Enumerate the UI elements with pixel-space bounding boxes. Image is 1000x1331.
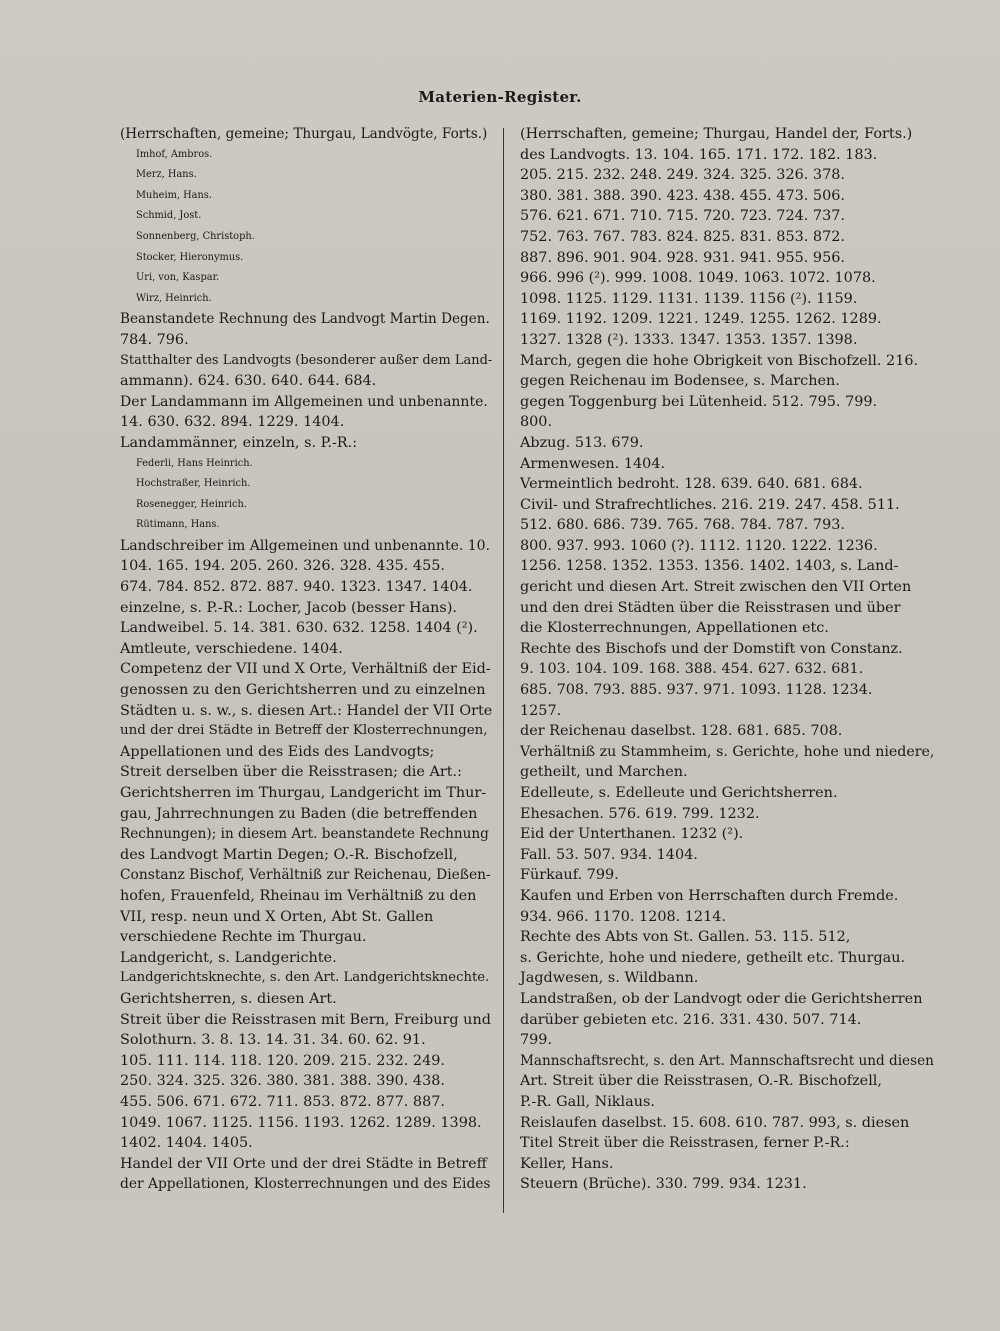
index-line: 1327. 1328 (²). 1333. 1347. 1353. 1357. 1398. [520, 331, 858, 348]
index-line: Verhältniß zu Stammheim, s. Gerichte, hohe und niedere, [520, 743, 935, 760]
index-line: Keller, Hans. [520, 1155, 614, 1172]
index-line: 1169. 1192. 1209. 1221. 1249. 1255. 1262. 1289. [520, 311, 882, 328]
index-line: darüber gebieten etc. 216. 331. 430. 507. 714. [520, 1011, 862, 1028]
index-line: Beanstandete Rechnung des Landvogt Martin Degen. [120, 311, 490, 328]
index-line: 9. 103. 104. 109. 168. 388. 454. 627. 632. 681. [520, 661, 864, 678]
index-line: 512. 680. 686. 739. 765. 768. 784. 787. 793. [520, 517, 845, 534]
page-title: Materien-Register. [418, 88, 582, 106]
index-line: Art. Streit über die Reisstrasen, O.-R. Bischofzell, [520, 1073, 882, 1090]
index-line: 934. 966. 1170. 1208. 1214. [520, 908, 726, 925]
index-line: March, gegen die hohe Obrigkeit von Bischofzell. 216. [520, 352, 919, 369]
index-line: Rosenegger, Heinrich. [136, 498, 247, 510]
index-line: Imhof, Ambros. [136, 148, 213, 160]
index-line: Fürkauf. 799. [520, 867, 619, 884]
index-line: verschiedene Rechte im Thurgau. [120, 929, 367, 946]
index-line: VII, resp. neun und X Orten, Abt St. Gallen [120, 908, 434, 925]
index-line: Landschreiber im Allgemeinen und unbenannte. 10. [120, 537, 491, 554]
index-line: 205. 215. 232. 248. 249. 324. 325. 326. 378. [520, 167, 845, 184]
index-line: Rechnungen); in diesem Art. beanstandete Rechnung [120, 826, 489, 843]
index-line: (Herrschaften, gemeine; Thurgau, Landvögte, Forts.) [120, 126, 488, 142]
index-line: 800. [520, 414, 553, 431]
index-line: Muheim, Hans. [136, 189, 212, 201]
index-line: Städten u. s. w., s. diesen Art.: Handel der VII Orte [120, 702, 493, 719]
index-line: der Appellationen, Klosterrechnungen und des Eides [120, 1176, 491, 1193]
index-line: hofen, Frauenfeld, Rheinau im Verhältniß zu den [120, 887, 477, 904]
index-line: 1256. 1258. 1352. 1353. 1356. 1402. 1403, s. Land- [520, 558, 899, 575]
index-line: Appellationen und des Eids des Landvogts; [120, 743, 435, 760]
index-line: Handel der VII Orte und der drei Städte in Betreff [120, 1155, 487, 1172]
index-line: 1049. 1067. 1125. 1156. 1193. 1262. 1289. 1398. [120, 1114, 482, 1131]
index-line: Competenz der VII und X Orte, Verhältniß der Eid- [120, 661, 491, 678]
index-line: Rütimann, Hans. [136, 519, 220, 531]
index-line: 685. 708. 793. 885. 937. 971. 1093. 1128. 1234. [520, 682, 873, 699]
index-line: ammann). 624. 630. 640. 644. 684. [120, 373, 377, 390]
index-line: Vermeintlich bedroht. 128. 639. 640. 681. 684. [520, 476, 863, 493]
index-line: Abzug. 513. 679. [520, 434, 644, 451]
index-line: 14. 630. 632. 894. 1229. 1404. [120, 414, 345, 431]
index-line: 104. 165. 194. 205. 260. 326. 328. 435. 455. [120, 558, 445, 575]
index-line: Rechte des Bischofs und der Domstift von Constanz. [520, 640, 903, 657]
index-line: Landgerichtsknechte, s. den Art. Landgerichtsknechte. [120, 970, 490, 986]
index-line: Streit derselben über die Reisstrasen; die Art.: [120, 764, 462, 781]
index-line: Mannschaftsrecht, s. den Art. Mannschaftsrecht und diesen [520, 1052, 934, 1069]
index-line: Hochstraßer, Heinrich. [136, 478, 251, 490]
index-line: 455. 506. 671. 672. 711. 853. 872. 877. 887. [120, 1093, 445, 1110]
index-line: Streit über die Reisstrasen mit Bern, Freiburg und [120, 1011, 491, 1028]
index-line: Uri, von, Kaspar. [136, 272, 220, 284]
index-line: 887. 896. 901. 904. 928. 931. 941. 955. 956. [520, 249, 845, 266]
index-line: 800. 937. 993. 1060 (?). 1112. 1120. 1222. 1236. [520, 537, 878, 554]
index-line: Landweibel. 5. 14. 381. 630. 632. 1258. 1404 (²). [120, 620, 478, 637]
index-line: Solothurn. 3. 8. 13. 14. 31. 34. 60. 62. 91. [120, 1032, 426, 1049]
index-line: Ehesachen. 576. 619. 799. 1232. [520, 805, 760, 822]
index-line: Kaufen und Erben von Herrschaften durch Fremde. [520, 887, 899, 904]
index-line: Merz, Hans. [136, 169, 197, 181]
index-line: Stocker, Hieronymus. [136, 251, 244, 263]
index-line: Gerichtsherren im Thurgau, Landgericht im Thur- [120, 785, 487, 801]
left-column [120, 124, 492, 1195]
index-line: gegen Toggenburg bei Lütenheid. 512. 795. 799. [520, 393, 878, 410]
index-line: Landstraßen, ob der Landvogt oder die Gerichtsherren [520, 990, 923, 1007]
index-line: und den drei Städten über die Reisstrasen und über [520, 599, 901, 616]
index-line: Gerichtsherren, s. diesen Art. [120, 990, 337, 1007]
index-line: Landgericht, s. Landgerichte. [120, 949, 337, 966]
index-line: (Herrschaften, gemeine; Thurgau, Handel der, Forts.) [520, 126, 913, 142]
index-line: s. Gerichte, hohe und niedere, getheilt etc. Thurgau. [520, 949, 906, 966]
index-line: 1402. 1404. 1405. [120, 1135, 253, 1152]
index-line: Reislaufen daselbst. 15. 608. 610. 787. 993, s. diesen [520, 1114, 910, 1131]
index-line: 674. 784. 852. 872. 887. 940. 1323. 1347. 1404. [120, 579, 473, 596]
index-line: Constanz Bischof, Verhältniß zur Reichenau, Dießen- [120, 867, 491, 884]
index-line: Der Landammann im Allgemeinen und unbenannte. [120, 393, 488, 410]
index-line: der Reichenau daselbst. 128. 681. 685. 708. [520, 723, 843, 740]
index-line: Civil- und Strafrechtliches. 216. 219. 247. 458. 511. [520, 496, 900, 513]
index-line: genossen zu den Gerichtsherren und zu einzelnen [120, 682, 486, 699]
index-line: 799. [520, 1032, 553, 1049]
index-line: Schmid, Jost. [136, 210, 202, 222]
index-line: 105. 111. 114. 118. 120. 209. 215. 232. 249. [120, 1052, 445, 1069]
index-line: P.-R. Gall, Niklaus. [520, 1093, 655, 1110]
index-line: 576. 621. 671. 710. 715. 720. 723. 724. 737. [520, 208, 845, 225]
index-line: Rechte des Abts von St. Gallen. 53. 115. 512, [520, 929, 851, 946]
index-line: Eid der Unterthanen. 1232 (²). [520, 826, 744, 843]
index-line: getheilt, und Marchen. [520, 764, 688, 781]
index-line: Landammänner, einzeln, s. P.-R.: [120, 434, 358, 451]
index-line: gegen Reichenau im Bodensee, s. Marchen. [520, 373, 840, 390]
index-line: 250. 324. 325. 326. 380. 381. 388. 390. 438. [120, 1073, 445, 1090]
index-line: 1257. [520, 702, 562, 719]
index-line: gericht und diesen Art. Streit zwischen den VII Orten [520, 579, 912, 596]
index-line: Steuern (Brüche). 330. 799. 934. 1231. [520, 1176, 807, 1193]
index-line: des Landvogt Martin Degen; O.-R. Bischofzell, [120, 846, 458, 863]
index-line: Federli, Hans Heinrich. [136, 457, 253, 469]
index-line: 752. 763. 767. 783. 824. 825. 831. 853. 872. [520, 228, 845, 245]
index-line: einzelne, s. P.-R.: Locher, Jacob (besser Hans). [120, 599, 458, 616]
column-divider [503, 128, 504, 1213]
index-line: gau, Jahrrechnungen zu Baden (die betreffenden [120, 805, 478, 822]
index-line: Statthalter des Landvogts (besonderer außer dem Land- [120, 352, 493, 368]
index-line: Fall. 53. 507. 934. 1404. [520, 846, 698, 863]
index-line: die Klosterrechnungen, Appellationen etc. [520, 620, 829, 637]
right-column [520, 124, 938, 1195]
index-line: Amtleute, verschiedene. 1404. [120, 640, 343, 657]
index-line: Armenwesen. 1404. [520, 455, 666, 472]
index-line: Jagdwesen, s. Wildbann. [520, 970, 699, 987]
index-line: 784. 796. [120, 331, 189, 348]
index-line: 966. 996 (²). 999. 1008. 1049. 1063. 1072. 1078. [520, 270, 876, 287]
index-line: 380. 381. 388. 390. 423. 438. 455. 473. 506. [520, 187, 845, 204]
index-line: Sonnenberg, Christoph. [136, 230, 255, 242]
index-line: 1098. 1125. 1129. 1131. 1139. 1156 (²). 1159. [520, 290, 858, 307]
index-line: und der drei Städte in Betreff der Klosterrechnungen, [120, 723, 488, 739]
index-line: Wirz, Heinrich. [136, 292, 212, 304]
index-line: des Landvogts. 13. 104. 165. 171. 172. 182. 183. [520, 146, 878, 163]
index-line: Titel Streit über die Reisstrasen, ferner P.-R.: [520, 1135, 850, 1152]
index-line: Edelleute, s. Edelleute und Gerichtsherren. [520, 785, 838, 801]
